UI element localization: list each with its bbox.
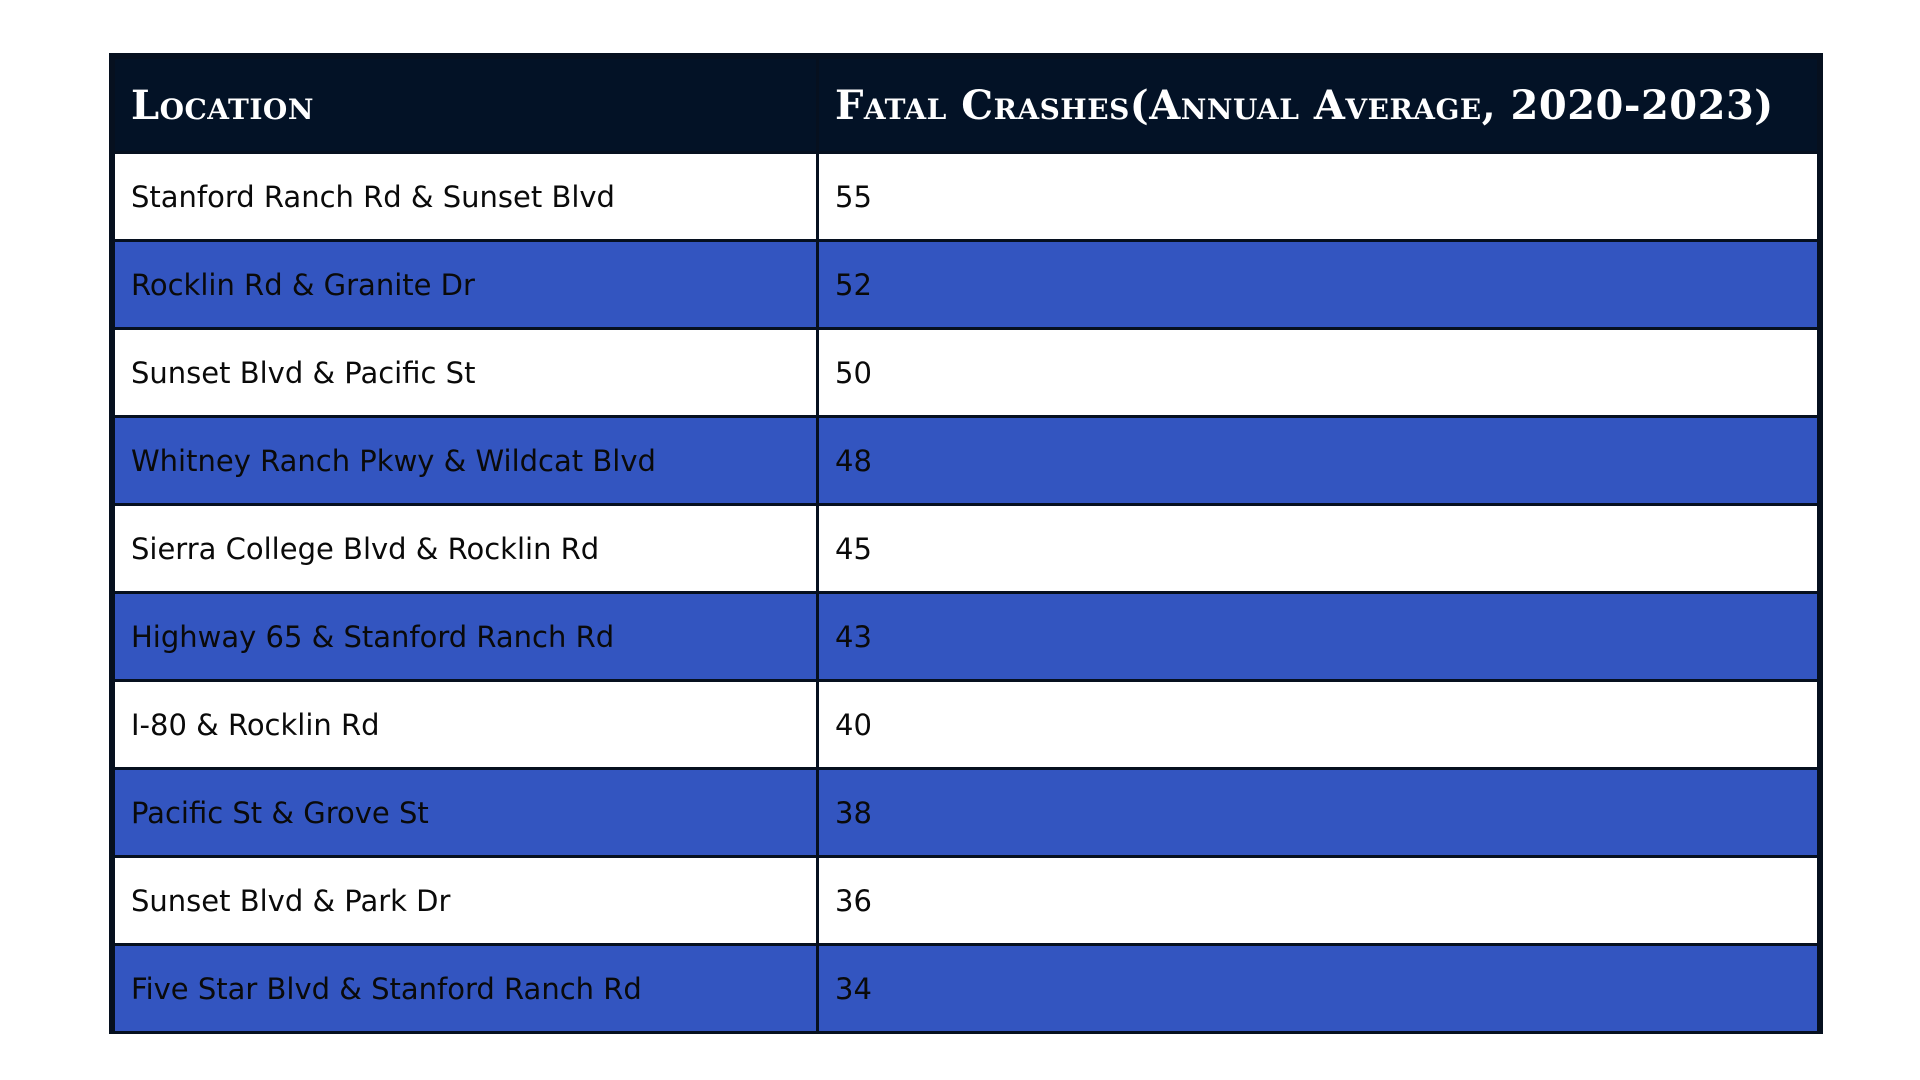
table-row — [114, 329, 1819, 417]
value-cell: 48 — [818, 417, 1819, 505]
location-cell: Whitney Ranch Pkwy & Wildcat Blvd — [114, 417, 818, 505]
table-row — [114, 153, 1819, 241]
value-cell: 38 — [818, 769, 1819, 857]
crash-table-container — [109, 53, 1823, 1034]
column-header-location: Location — [114, 58, 818, 153]
location-cell: Highway 65 & Stanford Ranch Rd — [114, 593, 818, 681]
table-row — [114, 769, 1819, 857]
location-cell: Rocklin Rd & Granite Dr — [114, 241, 818, 329]
table-row — [114, 857, 1819, 945]
table-header-row — [114, 58, 1819, 153]
value-cell: 43 — [818, 593, 1819, 681]
table-row — [114, 241, 1819, 329]
location-cell: Sunset Blvd & Park Dr — [114, 857, 818, 945]
location-cell: Sierra College Blvd & Rocklin Rd — [114, 505, 818, 593]
value-cell: 34 — [818, 945, 1819, 1033]
crash-table — [112, 56, 1820, 1034]
value-cell: 50 — [818, 329, 1819, 417]
value-cell: 52 — [818, 241, 1819, 329]
table-row — [114, 945, 1819, 1033]
location-cell: Stanford Ranch Rd & Sunset Blvd — [114, 153, 818, 241]
location-cell: Pacific St & Grove St — [114, 769, 818, 857]
location-cell: I-80 & Rocklin Rd — [114, 681, 818, 769]
location-cell: Sunset Blvd & Pacific St — [114, 329, 818, 417]
value-cell: 45 — [818, 505, 1819, 593]
location-cell: Five Star Blvd & Stanford Ranch Rd — [114, 945, 818, 1033]
value-cell: 36 — [818, 857, 1819, 945]
table-row — [114, 681, 1819, 769]
table-row — [114, 417, 1819, 505]
table-row — [114, 593, 1819, 681]
column-header-fatal-crashes: Fatal Crashes(Annual Average, 2020-2023) — [818, 58, 1819, 153]
value-cell: 55 — [818, 153, 1819, 241]
table-row — [114, 505, 1819, 593]
value-cell: 40 — [818, 681, 1819, 769]
